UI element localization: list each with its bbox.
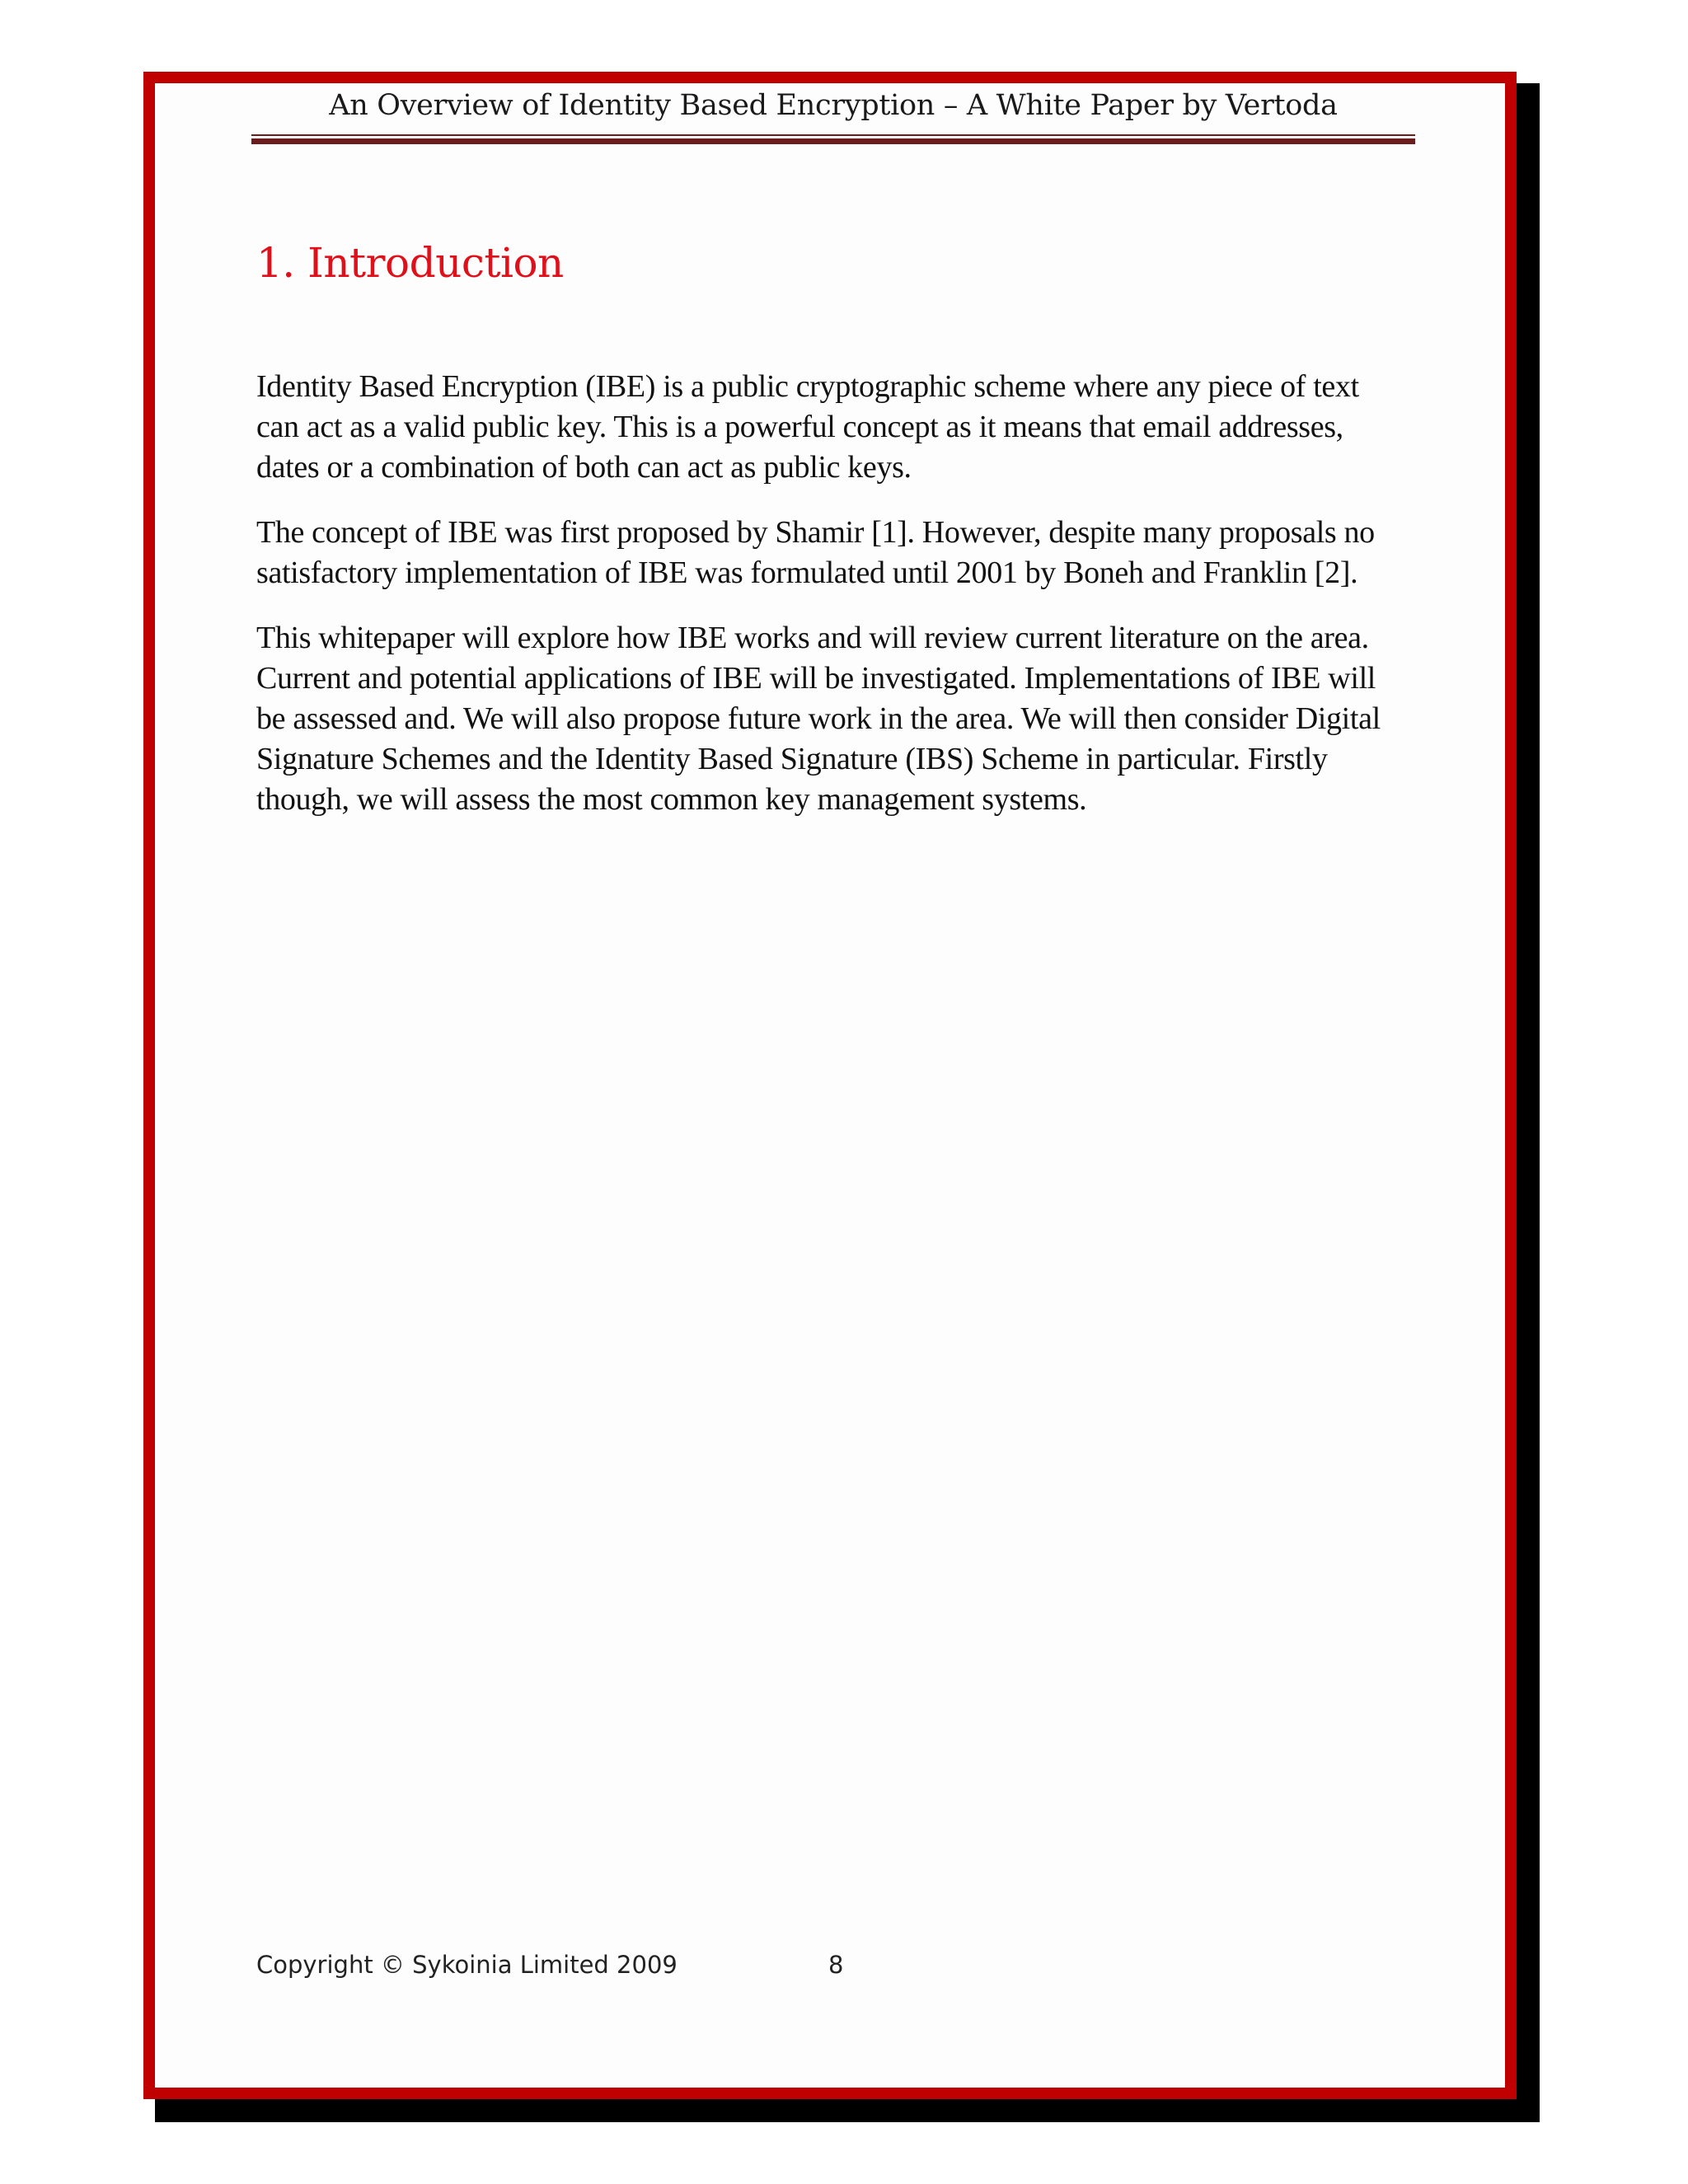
header-rule-thick <box>251 138 1415 144</box>
paragraph: This whitepaper will explore how IBE works and will review current literature on the area. Current and potential applications of IBE will be investigated. Implementations of IBE will be assessed and. We will also propose future work in the area. We will then consider Digital Signature Schemes and the Identity Based Signature (IBS) Scheme in particular. Firstly though, we will assess the most common key management systems. <box>256 621 1381 817</box>
running-header: An Overview of Identity Based Encryption – A White Paper by Vertoda <box>329 89 1338 122</box>
page-number: 8 <box>828 1951 844 1979</box>
section-heading: 1. Introduction <box>256 239 564 287</box>
body-text <box>256 367 1406 845</box>
paragraph: Identity Based Encryption (IBE) is a public cryptographic scheme where any piece of text can act as a valid public key. This is a powerful concept as it means that email addresses, dates or a combination of both can act as public keys. <box>256 369 1359 485</box>
paragraph: The concept of IBE was first proposed by Shamir [1]. However, despite many proposals no satisfactory implementation of IBE was formulated until 2001 by Boneh and Franklin [2]. <box>256 515 1375 590</box>
footer-copyright: Copyright © Sykoinia Limited 2009 <box>256 1951 678 1979</box>
header-rule-thin <box>251 134 1415 136</box>
